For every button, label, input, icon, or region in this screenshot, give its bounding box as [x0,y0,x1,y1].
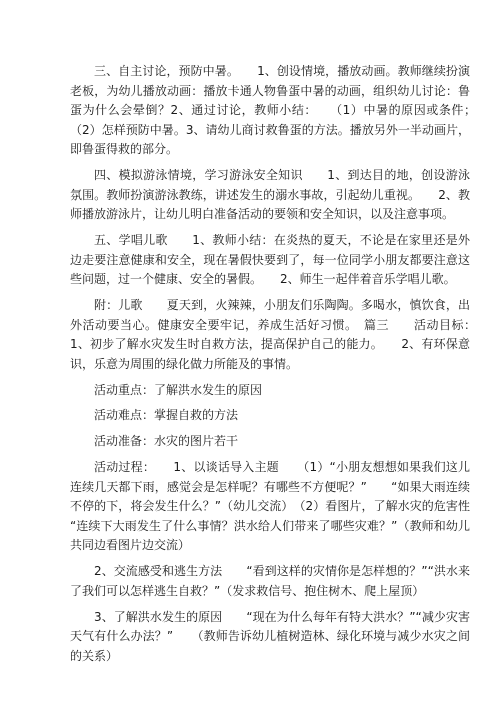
section-four-paragraph: 四、模拟游泳情境，学习游泳安全知识 1、到达目的地，创设游泳氛围。教师扮演游泳教练，讲述发生的溺水事故，引起幼儿重视。 2、教师播放游泳片，让幼儿明白准备活动的要领和安全知识，以及注意事项。 [70,168,470,222]
activity-preparation-line: 活动准备：水灾的图片若干 [94,434,239,449]
section-three-paragraph: 三、自主讨论，预防中暑。 1、创设情境，播放动画。教师继续扮演老板，为幼儿播放动画：播放卡通人物鲁蛋中暑的动画，组织幼儿讨论：鲁蛋为什么会晕倒？2、通过讨论，教师小结： （1）中暑的原因或条件； （2）怎样预防中暑。3、请幼儿商讨救鲁蛋的方法。播放另外一半动画片，即鲁蛋得救的部分。 [70,64,495,157]
activity-difficulty-line: 活动难点：掌握自救的方法 [94,408,239,423]
section-five-paragraph: 五、学唱儿歌 1、教师小结：在炎热的夏天，不论是在家里还是外边走要注意健康和安全，现在暑假快要到了，每一位同学小朋友都要注意这些问题，过一个健康、安全的暑假。 2、师生一起伴着音乐学唱儿歌。 [70,233,470,287]
exchange-escape-paragraph: 2、交流感受和逃生方法 “看到这样的灾情你是怎样想的？”“洪水来了我们可以怎样逃生自救？”（发求救信号、抱住树木、爬上屋顶） [70,564,470,598]
appendix-song-paragraph: 附：儿歌 夏天到，火辣辣，小朋友们乐陶陶。多喝水，慎饮食，出外活动要当心。健康安全要牢记，养成生活好习惯。 篇三 活动目标： 1、初步了解水灾发生时自救方法，提高保护自己的能力。 2、有环保意识，乐意为周围的绿化做力所能及的事情。 [70,298,483,371]
activity-focus-line: 活动重点：了解洪水发生的原因 [94,382,263,397]
flood-cause-paragraph: 3、了解洪水发生的原因 “现在为什么每年有特大洪水？”“减少灾害天气有什么办法？” （教师告诉幼儿植树造林、绿化环境与减少水灾之间的关系） [70,609,470,663]
activity-process-paragraph: 活动过程： 1、以谈话导入主题 （1）“小朋友想想如果我们这儿连续几天都下雨，感觉会是怎样呢？有哪些不方便呢？” “如果大雨连续不停的下，将会发生什么？”（幼儿交流） （2）看图片，了解水灾的危害性 “连续下大雨发生了什么事情？洪水给人们带来了哪些灾难？”（教师和幼儿共同边看图片边交流） [70,460,495,553]
document-body [70,62,495,673]
